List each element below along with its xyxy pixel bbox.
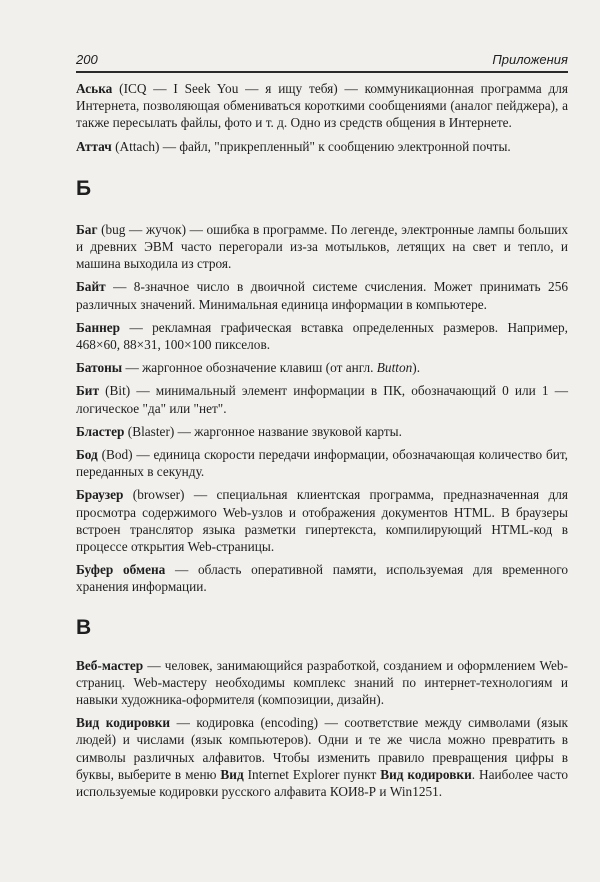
entry-term: Веб-мастер: [76, 657, 144, 673]
entry-definition: (Blaster) — жаргонное название звуковой карты.: [124, 423, 402, 439]
entry-term: Буфер обмена: [76, 562, 166, 578]
glossary-entry: [76, 138, 568, 155]
glossary-entry: [76, 382, 568, 416]
glossary-body: [76, 80, 568, 806]
entry-term: Баннер: [76, 319, 121, 335]
glossary-entry: [76, 714, 568, 800]
entry-term: Аттач: [76, 138, 112, 154]
entries-v: [76, 657, 568, 801]
glossary-entry: [76, 319, 568, 353]
entry-term: Бод: [76, 447, 98, 463]
glossary-entry: [76, 561, 568, 595]
letter-heading-b: Б: [76, 176, 92, 200]
running-header: [76, 51, 568, 73]
entry-term: Байт: [76, 279, 106, 295]
entry-term: Бластер: [76, 423, 125, 439]
entries-b: [76, 221, 568, 596]
entry-emphasis: Button: [376, 360, 413, 376]
glossary-entry: [76, 278, 568, 312]
entry-term: Бит: [76, 383, 99, 399]
entries-a: [76, 80, 568, 155]
glossary-entry: [76, 359, 568, 376]
entry-definition: — область оперативной памяти, используемая для временного хранения информации.: [76, 562, 568, 595]
entry-definition: (Bit) — минимальный элемент информации в ПК, обозначающий 0 или 1 — логическое "да" или "нет".: [76, 383, 568, 416]
entry-term: Аська: [76, 81, 113, 96]
entry-definition: (bug — жучок) — ошибка в программе. По легенде, электронные лампы больших и древних ЭВМ часто перегорали из-за мотыльков, летящих на свет и тепло, и машина выходила из строя.: [76, 221, 568, 272]
glossary-entry: [76, 486, 568, 555]
menu-item-name: Вид кодировки: [380, 766, 472, 782]
entry-definition: (Attach) — файл, "прикрепленный" к сообщению электронной почты.: [111, 138, 511, 154]
menu-name: Вид: [220, 766, 244, 782]
entry-term: Вид кодировки: [76, 715, 171, 731]
entry-definition: Internet Explorer пункт: [243, 766, 381, 782]
glossary-entry: [76, 423, 568, 440]
entry-definition: (Bod) — единица скорости передачи информации, обозначающая количество бит, переданных в секунду.: [76, 447, 568, 480]
entry-definition: (browser) — специальная клиентская программа, предназначенная для просмотра содержимого Web-узлов и отображения документов HTML. В браузеры встроен транслятор языка разметки гипертекста, компилирующий HTML-код в процессе открытия Web-страницы.: [76, 487, 568, 555]
page-number: 200: [76, 52, 98, 67]
section-title: Приложения: [492, 52, 568, 67]
entry-definition: — рекламная графическая вставка определенных размеров. Например, 468×60, 88×31, 100×100 пикселов.: [76, 319, 568, 353]
entry-definition: — 8-значное число в двоичной системе счисления. Может принимать 256 различных значений. Минимальная единица информации в компьютере.: [76, 279, 568, 312]
entry-definition: . Наиболее часто используемые кодировки русского алфавита КОИ8-Р и Win1251.: [76, 766, 569, 800]
entry-definition: — жаргонное обозначение клавиш (от англ.: [122, 360, 377, 376]
entry-term: Браузер: [76, 487, 124, 503]
entry-term: Баг: [76, 221, 98, 237]
glossary-entry: [76, 446, 568, 480]
entry-definition: ).: [412, 360, 421, 376]
entry-definition: (ICQ — I Seek You — я ищу тебя) — коммуникационная программа для Интернета, позволяющая обмениваться короткими сообщениями (аналог пейджера), а также пересылать файлы, фото и т. д. Одно из средств общения в Интернете.: [76, 81, 568, 131]
letter-heading-v: В: [76, 615, 92, 639]
entry-term: Батоны: [76, 360, 123, 376]
glossary-entry: [76, 221, 568, 273]
glossary-entry: [76, 657, 568, 709]
glossary-entry: [76, 80, 568, 132]
entry-definition: — человек, занимающийся разработкой, созданием и оформлением Web-страниц. Web-мастеру необходимы комплекс знаний по интернет-технологиям и навыки художника-оформителя (композиции, дизайн).: [76, 657, 568, 708]
entry-definition: — кодировка (encoding) — соответствие между символами (язык людей) и числами (язык компьютеров). Одни и те же числа можно превратить в символы различных алфавитов. Чтобы изменить правило превращения цифры в буквы, выберите в меню: [76, 715, 568, 782]
